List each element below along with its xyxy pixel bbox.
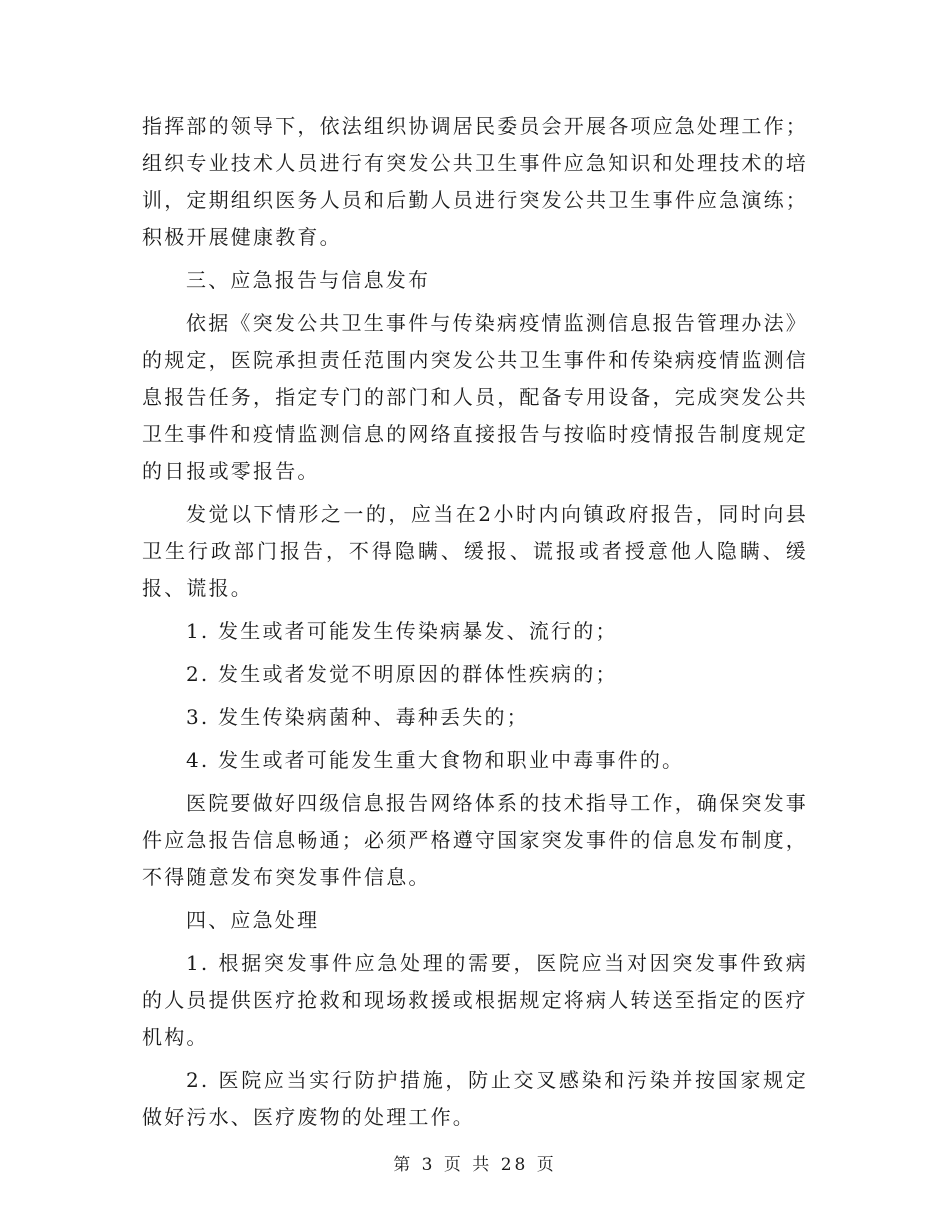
list-item-2: 2. 发生或者发觉不明原因的群体性疾病的； [186,662,618,686]
section-heading-3: 三、应急报告与信息发布 [186,268,431,292]
body-text [142,108,808,1136]
paragraph-treatment-2: 2. 医院应当实行防护措施，防止交叉感染和污染并按国家规定做好污水、医疗废物的处理工作。 [142,1068,808,1129]
page-number-footer: 第 3 页 共 28 页 [393,1155,557,1175]
list-item-1: 1. 发生或者可能发生传染病暴发、流行的； [186,619,618,643]
paragraph-report-conditions: 发觉以下情形之一的，应当在2小时内向镇政府报告，同时向县卫生行政部门报告，不得隐瞒、缓报、谎报或者授意他人隐瞒、缓报、谎报。 [142,502,808,600]
paragraph-treatment-1: 1. 根据突发事件应急处理的需要，医院应当对因突发事件致病的人员提供医疗抢救和现场救援或根据规定将病人转送至指定的医疗机构。 [142,951,808,1049]
paragraph-network: 医院要做好四级信息报告网络体系的技术指导工作，确保突发事件应急报告信息畅通；必须严格遵守国家突发事件的信息发布制度，不得随意发布突发事件信息。 [142,791,808,889]
paragraph-continuation: 指挥部的领导下，依法组织协调居民委员会开展各项应急处理工作；组织专业技术人员进行有突发公共卫生事件应急知识和处理技术的培训，定期组织医务人员和后勤人员进行突发公共卫生事件应急演练；积极开展健康教育。 [142,114,808,249]
list-item-3: 3. 发生传染病菌种、毒种丢失的； [186,705,529,729]
list-item-4: 4. 发生或者可能发生重大食物和职业中毒事件的。 [186,748,685,772]
section-heading-4: 四、应急处理 [186,908,320,932]
paragraph-basis: 依据《突发公共卫生事件与传染病疫情监测信息报告管理办法》的规定，医院承担责任范围内突发公共卫生事件和传染病疫情监测信息报告任务，指定专门的部门和人员，配备专用设备，完成突发公共卫生事件和疫情监测信息的网络直接报告与按临时疫情报告制度规定的日报或零报告。 [142,311,808,483]
